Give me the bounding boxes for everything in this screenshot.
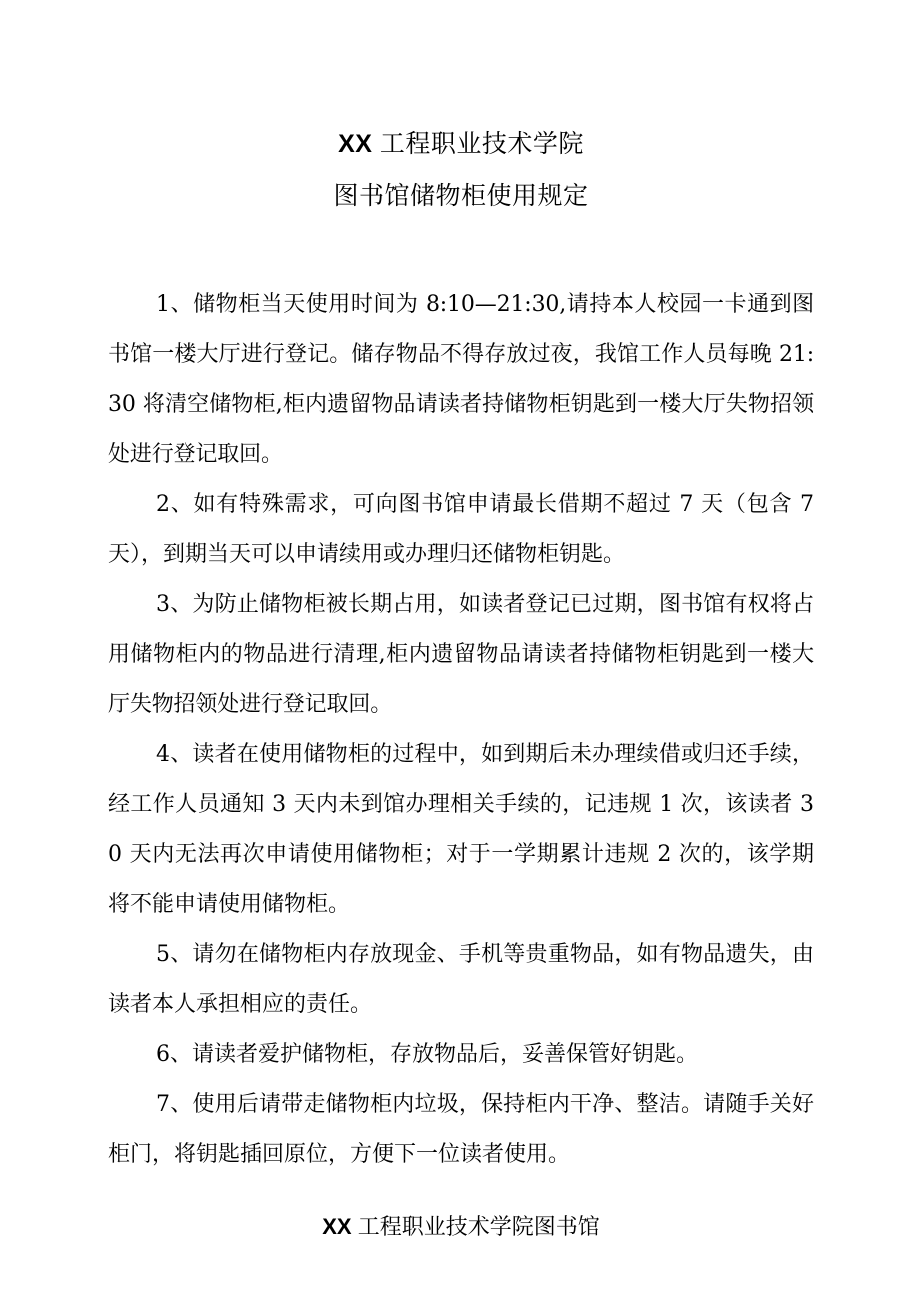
signature-institution-placeholder: XX <box>322 1214 352 1239</box>
rule-paragraph-6: 6、请读者爱护储物柜，存放物品后，妥善保管好钥匙。 <box>156 1042 698 1067</box>
rule-paragraph-2: 2、如有特殊需求，可向图书馆申请最长借期不超过 7 天（包含 7 天），到期当天可以申请续用或办理归还储物柜钥匙。 <box>108 492 814 567</box>
rule-paragraph-4: 4、读者在使用储物柜的过程中，如到期后未办理续借或归还手续，经工作人员通知 3 天内未到馆办理相关手续的，记违规 1 次，该读者 30 天内无法再次申请使用储物柜；对于一学期累计违规 2 次的，该学期将不能申请使用储物柜。 <box>108 742 814 917</box>
signature-institution-name: 工程职业技术学院图书馆 <box>351 1214 600 1239</box>
rule-paragraph-1: 1、储物柜当天使用时间为 8:10—21:30,请持本人校园一卡通到图书馆一楼大厅进行登记。储存物品不得存放过夜，我馆工作人员每晚 21:30 将清空储物柜,柜内遗留物品请读者持储物柜钥匙到一楼大厅失物招领处进行登记取回。 <box>108 292 814 467</box>
rules-list <box>108 280 814 1180</box>
page-title-line-1 <box>108 118 814 170</box>
document-content <box>108 0 814 1250</box>
institution-placeholder: XX <box>338 130 373 158</box>
rule-paragraph-7: 7、使用后请带走储物柜内垃圾，保持柜内干净、整洁。请随手关好柜门，将钥匙插回原位，方便下一位读者使用。 <box>108 1092 814 1167</box>
rule-paragraph-5: 5、请勿在储物柜内存放现金、手机等贵重物品，如有物品遗失，由读者本人承担相应的责任。 <box>108 942 814 1017</box>
title-block <box>108 0 814 222</box>
signature-line <box>108 1204 814 1250</box>
page-title-line-2: 图书馆储物柜使用规定 <box>333 182 589 210</box>
institution-name: 工程职业技术学院 <box>372 130 584 158</box>
rule-paragraph-3: 3、为防止储物柜被长期占用，如读者登记已过期，图书馆有权将占用储物柜内的物品进行清理,柜内遗留物品请读者持储物柜钥匙到一楼大厅失物招领处进行登记取回。 <box>108 592 814 717</box>
